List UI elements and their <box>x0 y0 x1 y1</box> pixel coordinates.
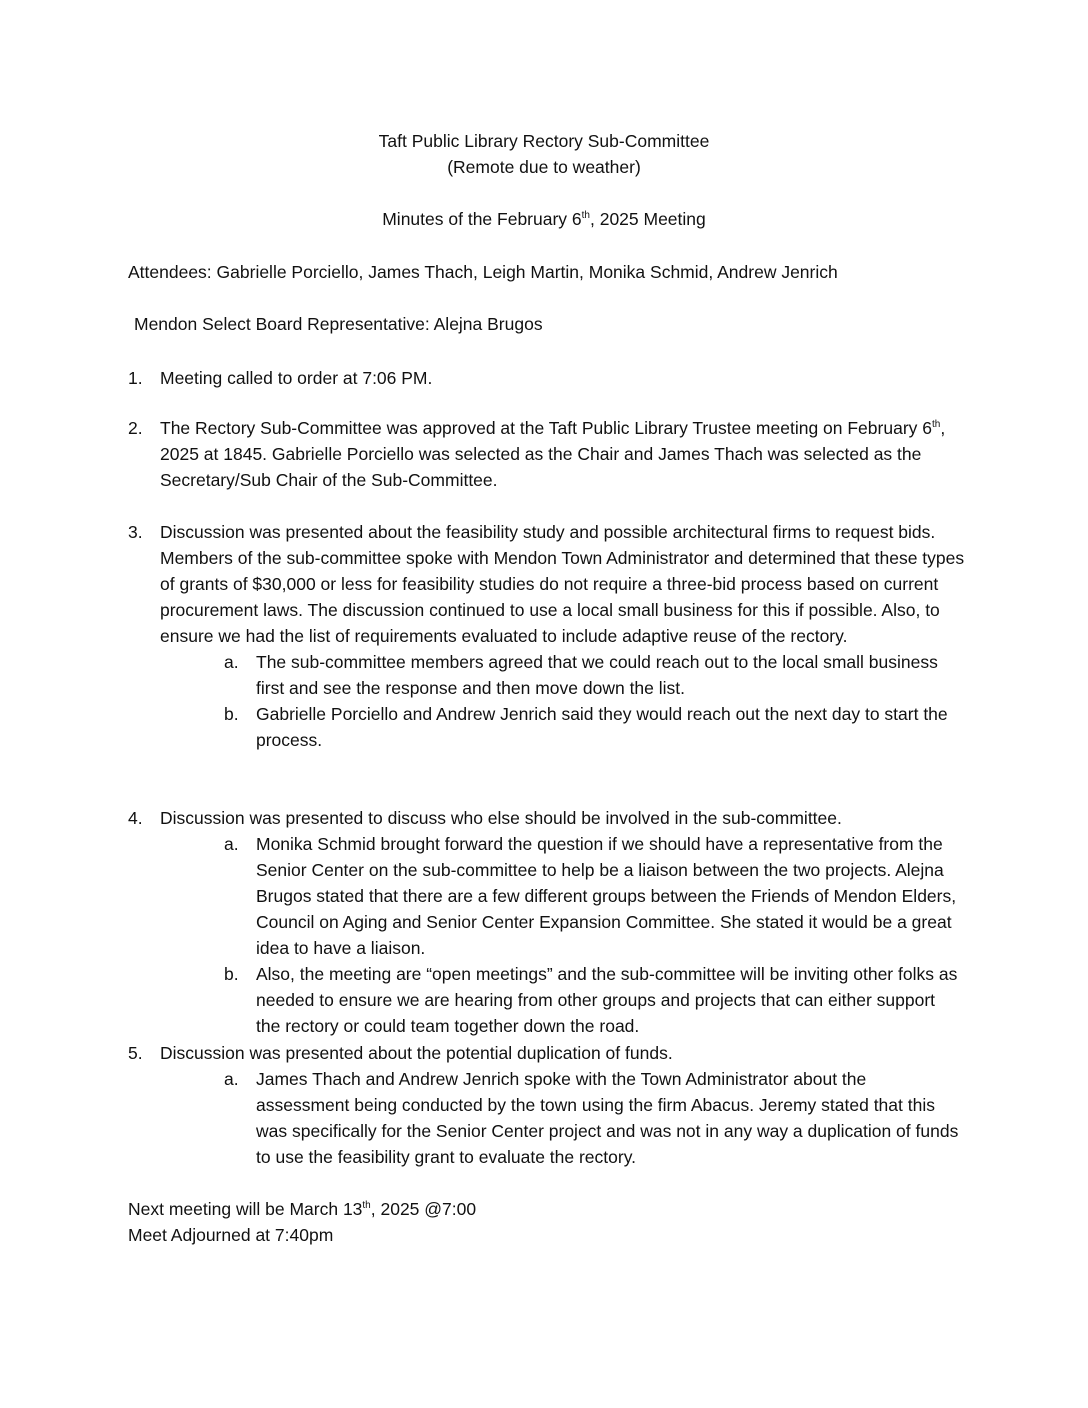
sub-item <box>224 1066 960 1170</box>
sub-item-letter: a. <box>224 834 239 854</box>
sub-item-text: James Thach and Andrew Jenrich spoke with the Town Administrator about the assessment being conducted by the town using the firm Abacus. Jeremy stated that this was specifically for the Senior Center project and was not in any way a duplication of funds to use the feasibility grant to evaluate the rectory. <box>256 1069 959 1167</box>
sub-item-text: Gabrielle Porciello and Andrew Jenrich said they would reach out the next day to start the process. <box>256 704 948 750</box>
item-text-post: , 2025 at 1845. Gabrielle Porciello was selected as the Chair and James Thach was selected as the Secretary/Sub Chair of the Sub-Committee. <box>160 418 946 490</box>
item-number: 3. <box>128 522 143 542</box>
item-text <box>160 415 968 493</box>
item-text: Discussion was presented to discuss who else should be involved in the sub-committee. <box>160 808 842 828</box>
sub-item-text: The sub-committee members agreed that we could reach out to the local small business first and see the response and then move down the list. <box>256 652 938 698</box>
item-text-sup: th <box>932 419 941 431</box>
footer-notes <box>128 1196 968 1248</box>
item-number: 5. <box>128 1043 143 1063</box>
sub-item-letter: b. <box>224 964 239 984</box>
sub-item <box>224 831 960 961</box>
document-title: Taft Public Library Rectory Sub-Committee <box>378 131 710 151</box>
agenda-item-5 <box>128 1040 968 1170</box>
next-meeting-prefix: Next meeting will be March 13 <box>128 1199 363 1219</box>
sub-item <box>224 649 960 701</box>
next-meeting-line <box>128 1196 968 1222</box>
next-meeting-sup: th <box>362 1200 371 1212</box>
agenda-item-3 <box>128 519 968 753</box>
agenda-item-2 <box>128 415 968 493</box>
document-subtitle: (Remote due to weather) <box>447 157 641 177</box>
item-text: Discussion was presented about the feasibility study and possible architectural firms to request bids. Members of the sub-committee spoke with Mendon Town Administrator and determined that these types of grants of $30,000 or less for feasibility studies do not require a three-bid process based on current procurement laws. The discussion continued to use a local small business for this if possible. Also, to ensure we had the list of requirements evaluated to include adaptive reuse of the rectory. <box>160 522 965 646</box>
agenda-item-4 <box>128 805 968 1039</box>
sub-item-letter: a. <box>224 652 239 672</box>
sub-item <box>224 961 960 1039</box>
sub-item-text: Also, the meeting are “open meetings” and the sub-committee will be inviting other folks as needed to ensure we are hearing from other groups and projects that can either support the rectory or could team together down the road. <box>256 964 958 1036</box>
item-text: Discussion was presented about the potential duplication of funds. <box>160 1043 673 1063</box>
minutes-heading-prefix: Minutes of the February 6 <box>382 209 582 229</box>
minutes-heading-sup: th <box>581 210 590 222</box>
sub-item-text: Monika Schmid brought forward the question if we should have a representative from the Senior Center on the sub-committee to help be a liaison between the two projects. Alejna Brugos stated that there are a few different groups between the Friends of Mendon Elders, Council on Aging and Senior Center Expansion Committee. She stated it would be a great idea to have a liaison. <box>256 834 957 958</box>
next-meeting-suffix: , 2025 @7:00 <box>370 1199 477 1219</box>
agenda-item-1 <box>128 365 968 391</box>
item-number: 2. <box>128 418 143 438</box>
minutes-heading <box>0 206 1088 232</box>
item-text: Meeting called to order at 7:06 PM. <box>160 368 433 388</box>
item-number: 1. <box>128 368 143 388</box>
sub-item-letter: b. <box>224 704 239 724</box>
attendees-line: Attendees: Gabrielle Porciello, James Thach, Leigh Martin, Monika Schmid, Andrew Jenrich <box>128 262 838 282</box>
adjourned-line: Meet Adjourned at 7:40pm <box>128 1225 334 1245</box>
sub-item <box>224 701 960 753</box>
item-number: 4. <box>128 808 143 828</box>
item-text-pre: The Rectory Sub-Committee was approved at the Taft Public Library Trustee meeting on February 6 <box>160 418 932 438</box>
representative-line: Mendon Select Board Representative: Alejna Brugos <box>134 314 543 334</box>
sub-item-letter: a. <box>224 1069 239 1089</box>
minutes-heading-suffix: , 2025 Meeting <box>589 209 706 229</box>
